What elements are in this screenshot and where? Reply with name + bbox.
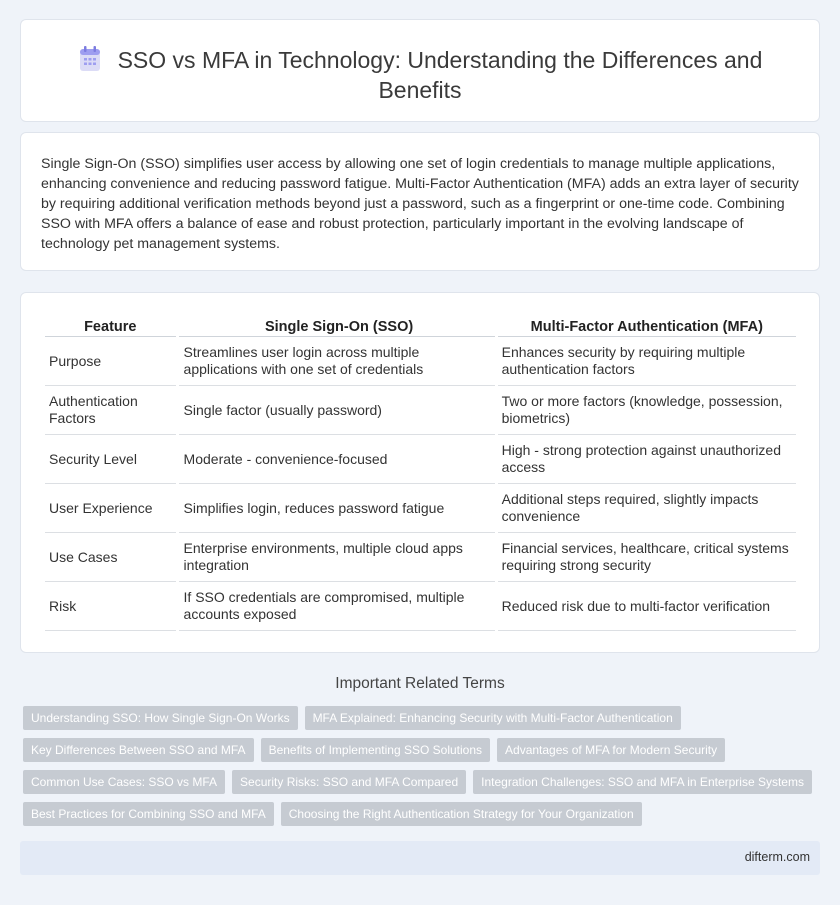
row-feature-cell: User Experience [45,484,176,533]
related-terms-title: Important Related Terms [335,675,505,692]
tag-row [23,738,823,762]
row-sso-cell: Simplifies login, reduces password fatigue [179,484,495,533]
table-header-row [45,315,796,337]
table-row [45,533,796,582]
related-term-tag[interactable]: Integration Challenges: SSO and MFA in Enterprise Systems [473,770,812,794]
title-line-2: Benefits [378,77,462,103]
header-sso: Single Sign-On (SSO) [179,315,495,337]
row-feature-cell: Use Cases [45,533,176,582]
title-line-1: SSO vs MFA in Technology: Understanding the Differences and [117,47,763,73]
related-terms-tags [23,706,823,834]
related-term-tag[interactable]: Best Practices for Combining SSO and MFA [23,802,274,826]
header-feature: Feature [45,315,176,337]
footer-site-link[interactable]: difterm.com [744,850,810,864]
intro-card [20,132,820,271]
tag-row [23,802,823,826]
footer [20,841,820,875]
row-sso-cell: Single factor (usually password) [179,386,495,435]
row-sso-cell: Moderate - convenience-focused [179,435,495,484]
tag-row [23,706,823,730]
row-feature-cell: Purpose [45,337,176,386]
comparison-table [42,315,799,631]
row-mfa-cell: Financial services, healthcare, critical systems requiring strong security [498,533,796,582]
row-sso-cell: Enterprise environments, multiple cloud apps integration [179,533,495,582]
row-sso-cell: If SSO credentials are compromised, multiple accounts exposed [179,582,495,631]
row-feature-cell: Risk [45,582,176,631]
row-mfa-cell: Enhances security by requiring multiple authentication factors [498,337,796,386]
header-mfa: Multi-Factor Authentication (MFA) [498,315,796,337]
page-title [21,45,819,105]
table-row [45,386,796,435]
row-mfa-cell: Two or more factors (knowledge, possession, biometrics) [498,386,796,435]
related-term-tag[interactable]: Key Differences Between SSO and MFA [23,738,254,762]
table-row [45,582,796,631]
table-row [45,484,796,533]
row-sso-cell: Streamlines user login across multiple applications with one set of credentials [179,337,495,386]
related-term-tag[interactable]: Understanding SSO: How Single Sign-On Works [23,706,298,730]
comparison-table-card [20,292,820,653]
header-card [20,19,820,122]
row-feature-cell: Security Level [45,435,176,484]
intro-paragraph: Single Sign-On (SSO) simplifies user access by allowing one set of login credentials to manage multiple applications, enhancing convenience and reducing password fatigue. Multi-Factor Authentication (MFA) adds an extra layer of security by requiring additional verification methods beyond just a password, such as a fingerprint or one-time code. Combining SSO with MFA offers a balance of ease and robust protection, particularly important in the evolving landscape of technology pet management systems. [41,156,799,252]
related-term-tag[interactable]: Common Use Cases: SSO vs MFA [23,770,225,794]
row-mfa-cell: High - strong protection against unauthorized access [498,435,796,484]
table-row [45,337,796,386]
related-term-tag[interactable]: MFA Explained: Enhancing Security with Multi-Factor Authentication [305,706,681,730]
table-row [45,435,796,484]
document-icon [78,46,102,72]
related-term-tag[interactable]: Advantages of MFA for Modern Security [497,738,725,762]
tag-row [23,770,823,794]
related-term-tag[interactable]: Choosing the Right Authentication Strategy for Your Organization [281,802,642,826]
row-mfa-cell: Additional steps required, slightly impacts convenience [498,484,796,533]
related-term-tag[interactable]: Benefits of Implementing SSO Solutions [261,738,490,762]
row-feature-cell: Authentication Factors [45,386,176,435]
related-term-tag[interactable]: Security Risks: SSO and MFA Compared [232,770,466,794]
row-mfa-cell: Reduced risk due to multi-factor verification [498,582,796,631]
